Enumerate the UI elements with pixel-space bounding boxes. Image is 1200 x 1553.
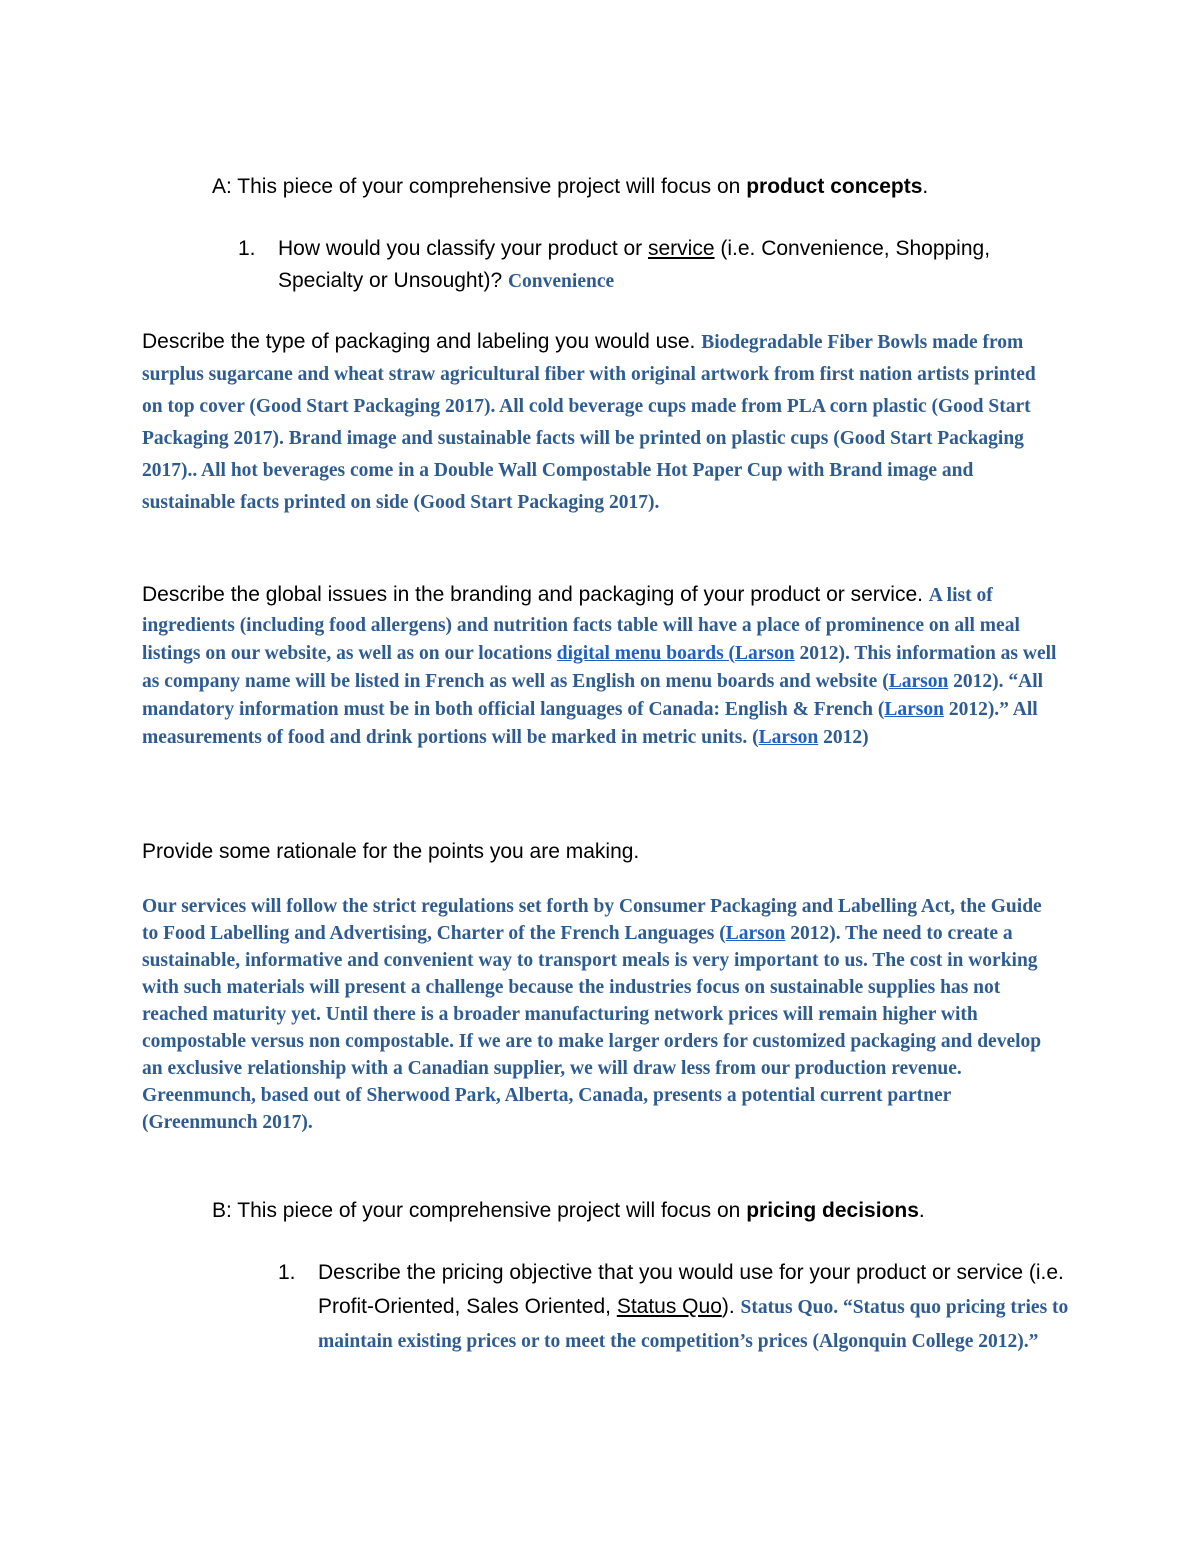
larson-citation-link[interactable]: Larson xyxy=(884,699,944,720)
section-b-heading xyxy=(212,1195,1112,1227)
question-text xyxy=(318,1256,1078,1358)
question-text xyxy=(278,233,1058,298)
global-answer-part-4: 2012).” All measurements of food and drink portions will be marked in metric units. ( xyxy=(142,699,1038,748)
packaging-answer: Biodegradable Fiber Bowls made from surplus sugarcane and wheat straw agricultural fiber with original artwork from first nation artists printed on top cover (Good Start Packaging 2017). All cold beverage cups made from PLA corn plastic (Good Start Packaging 2017). Brand image and sustainable facts will be printed on plastic cups (Good Start Packaging 2017).. All hot beverages come in a Double Wall Compostable Hot Paper Cup with Brand image and sustainable facts printed on side (Good Start Packaging 2017). xyxy=(142,332,1036,513)
global-answer-part-2: 2012). This information as well as company name will be listed in French as well as English on menu boards and website ( xyxy=(142,643,1057,692)
section-b-period: . xyxy=(918,1199,925,1222)
list-number: 1. xyxy=(278,1261,296,1284)
section-b-topic: pricing decisions xyxy=(746,1199,919,1222)
rationale-answer-part-2: 2012). The need to create a sustainable, informative and convenient way to transport meals is very important to us. The cost in working with such materials will present a challenge because the industries focus on sustainable supplies has not reached maturity yet. Until there is a broader manufacturing network prices will remain higher with compostable versus non compostable. If we are to make larger orders for customized packaging and develop an exclusive relationship with a Canadian supplier, we will draw less from our production revenue. Greenmunch, based out of Sherwood Park, Alberta, Canada, presents a potential current partner (Greenmunch 2017). xyxy=(142,923,1042,1133)
question-text-start: How would you classify your product or xyxy=(278,237,648,260)
rationale-question: Provide some rationale for the points you are making. xyxy=(142,840,640,863)
digital-menu-boards-link[interactable]: digital menu boards ( xyxy=(556,643,736,664)
question-text-end: (i.e. Convenience, Shopping, Specialty or Unsought)? xyxy=(278,237,991,292)
larson-citation-link[interactable]: Larson xyxy=(888,671,949,692)
larson-citation-link[interactable]: Larson xyxy=(735,643,795,664)
question-text-start: Describe the pricing objective that you would use for your product or service (i.e. Profit-Oriented, Sales Oriented, xyxy=(318,1261,1064,1318)
section-a-heading xyxy=(212,171,1112,203)
global-issues-question: Describe the global issues in the branding and packaging of your product or service. xyxy=(142,583,929,606)
rationale-answer xyxy=(142,893,1062,1136)
section-a-question-1 xyxy=(238,233,1058,298)
underlined-term: service xyxy=(648,237,715,260)
answer-text: Convenience xyxy=(507,271,615,292)
global-answer-part-5: 2012) xyxy=(818,727,869,748)
section-a-topic: product concepts xyxy=(746,175,923,198)
global-answer-part-1: A list of ingredients (including food allergens) and nutrition facts table will have a place of prominence on all meal listings on our website, as well as on our locations xyxy=(142,585,1020,664)
section-b-intro: B: This piece of your comprehensive project will focus on xyxy=(212,1199,747,1222)
packaging-question: Describe the type of packaging and labeling you would use. xyxy=(142,330,702,353)
global-issues-paragraph xyxy=(142,579,1062,751)
section-a-intro: A: This piece of your comprehensive project will focus on xyxy=(212,175,747,198)
underlined-term: Status Quo xyxy=(616,1295,722,1318)
global-answer-part-3: 2012). “All mandatory information must be in both official languages of Canada: English & French ( xyxy=(142,671,1044,720)
section-a-period: . xyxy=(922,175,929,198)
larson-citation-link[interactable]: Larson xyxy=(725,923,786,944)
question-text-end: ). xyxy=(721,1295,741,1318)
larson-citation-link[interactable]: Larson xyxy=(758,727,819,748)
rationale-answer-part-1: Our services will follow the strict regulations set forth by Consumer Packaging and Labelling Act, the Guide to Food Labelling and Advertising, Charter of the French Languages ( xyxy=(142,896,1042,944)
answer-text: Status Quo. “Status quo pricing tries to maintain existing prices or to meet the competition’s prices (Algonquin College 2012).” xyxy=(318,1297,1069,1352)
list-number: 1. xyxy=(238,237,256,260)
section-b-question-1 xyxy=(278,1256,1078,1358)
packaging-paragraph xyxy=(142,326,1042,518)
